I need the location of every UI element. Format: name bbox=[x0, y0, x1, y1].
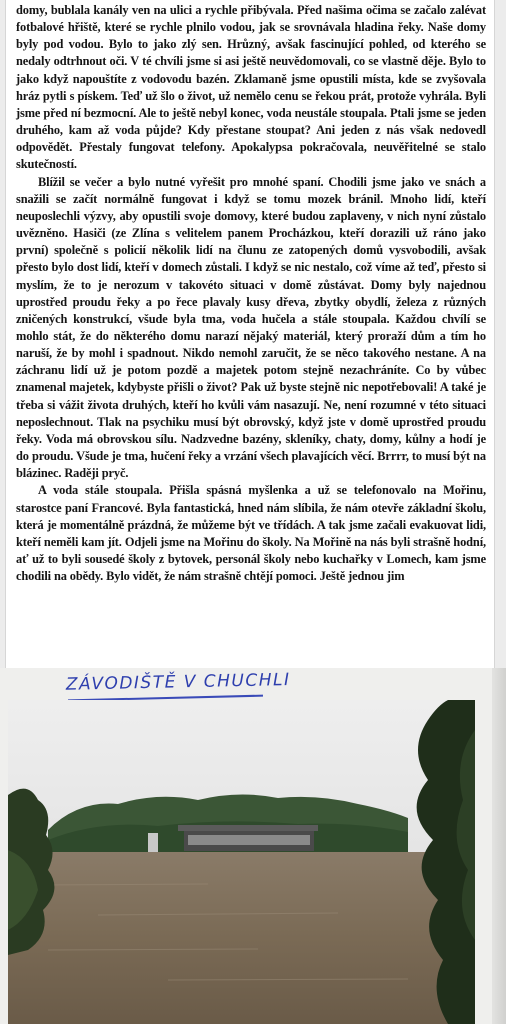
flood-photo bbox=[8, 700, 475, 1024]
paragraph-1: domy, bublala kanály ven na ulici a rychle přibývala. Před našima očima se začalo zalévat fotbalové hřiště, které se rychle plnilo vodou, jak se srovnávala hladina řeky. Naše domy byly pod vodou. Bylo to jako zlý sen. Hrůzný, avšak fascinující pohled, od kterého se nedaly odtrhnout oči. V té chvíli jsme si asi ještě neuvědomovali, co se vlastně děje. Bylo to jako když napouštíte z vodovodu bazén. Zklamaně jsme opustili místa, kde se zvyšovala hráz pytli s pískem. Teď už šlo o život, už nemělo cenu se řekou prát, protože vyhrála. Byli jsme před ní bezmocní. Ale to ještě nebyl konec, voda neustále stoupala. Ptali jsme se jeden druhého, kam až voda půjde? Kdy přestane stoupat? Ani jeden z nás však nedovedl odpovědět. Přestaly fungovat telefony. Apokalypsa pokračovala, neuvěřitelné se stalo skutečností. bbox=[16, 3, 486, 172]
handwritten-caption: ZÁVODIŠTĚ V CHUCHLI bbox=[65, 670, 291, 695]
paragraph-2: Blížil se večer a bylo nutné vyřešit pro mnohé spaní. Chodili jsme jako ve snách a snažili se začít normálně fungovat i když se tomu mozek bránil. Mnoho lidí, kteří neuposlechli výzvy, aby opustili svoje domovy, které budou zaplaveny, v nich nyní zůstalo uvězněno. Hasiči (ze Zlína s velitelem panem Procházkou, kteří dorazili už ráno jako první) společně s policií několik lidí na člunu ze zatopených domů vysvobodili, avšak přesto bylo dost lidí, kteří v domech zůstali. I když se nic nestalo, což víme až teď, přesto si myslím, že to je nerozum v takovéto situaci v domě zůstávat. Domy byly najednou uprostřed proudu řeky a po řece plavaly kusy dřeva, zbytky obydlí, železa z různých zničených konstrukcí, všude byla tma, voda hučela a stále stoupala. Každou chvílí se mohlo stát, že do některého domu narazí nějaký materiál, který proraží dům a tím ho naruší, že by mohl i spadnout. Nikdo nemohl zaručit, že se něco takového nestane. A na záchranu lidí už je potom pozdě a majetek potom stejně nezachráníte. Co by vůbec znamenal majetek, kdybyste přišli o život? Pak už byste stejně nic nepotřebovali! A také je třeba si vážit života druhých, kteří ho kvůli vám nasazují. Ne, není rozumné v této situaci neposlechnout. Tlak na psychiku musí být obrovský, když jste v domě uprostřed proudu řeky. Voda má obrovskou sílu. Nadzvedne bazény, skleníky, chaty, domy, kůlny a hodí je do proudu. Všude je tma, hučení řeky a vrzání všech plavajících věcí. Brrrr, to musí být na blázinec. Raději pryč. bbox=[16, 174, 486, 481]
scanned-text-page bbox=[6, 0, 494, 668]
paragraph-3: A voda stále stoupala. Přišla spásná myšlenka a už se telefonovalo na Mořinu, starostce paní Francové. Byla fantastická, hned nám slíbila, že nám otevře základní školu, která je momentálně prázdná, že můžeme být ve třídách. A tak jsme začali evakuovat lidi, kteří neměli kam jít. Odjeli jsme na Mořinu do školy. Na Mořině na nás byli strašně hodní, ať už to byli sousedé školy z bytovek, personál školy nebo kuchařky v Lomech, kam jsme chodili na obědy. Bylo vidět, že nám strašně chtějí pomoci. Ještě jednou jim bbox=[16, 483, 486, 584]
article-text bbox=[16, 2, 486, 585]
flooded-racecourse-photo-icon bbox=[8, 700, 475, 1024]
page-edge bbox=[492, 668, 506, 1024]
